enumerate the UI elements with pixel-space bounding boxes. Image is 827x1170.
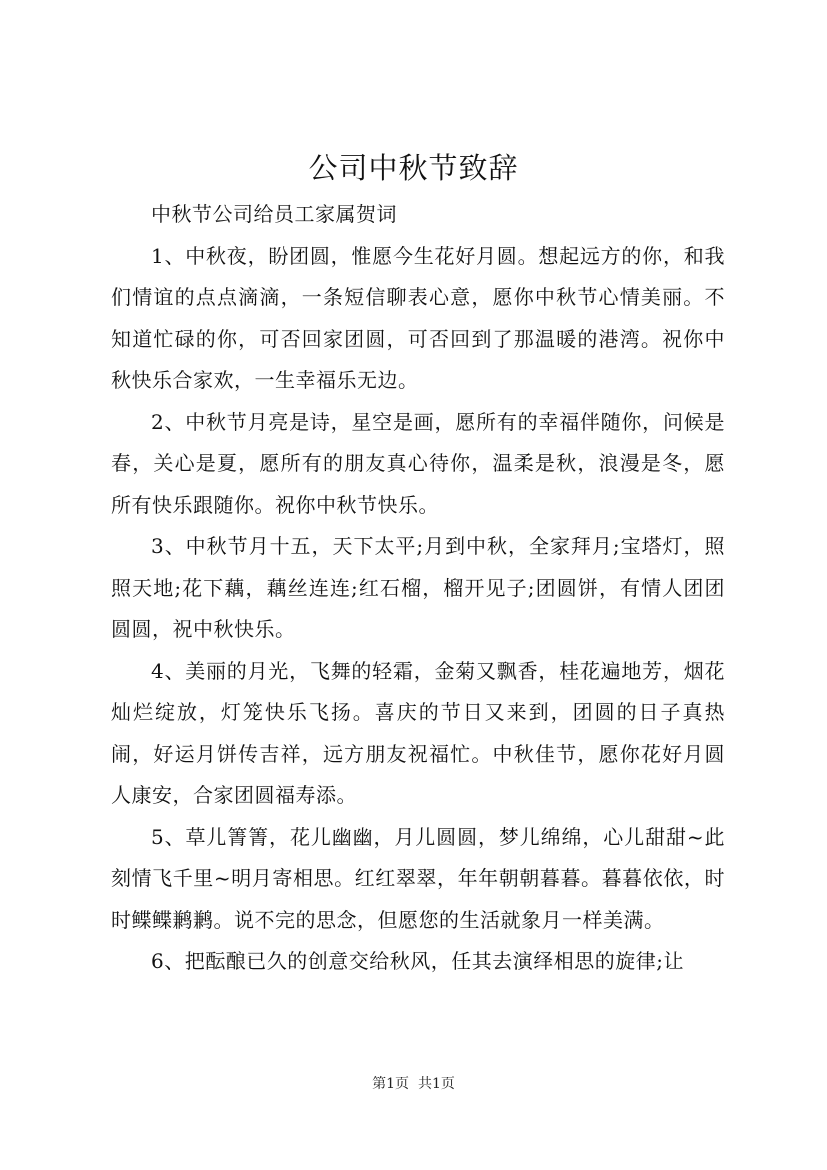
paragraph-2: 2、中秋节月亮是诗，星空是画，愿所有的幸福伴随你，问候是春，关心是夏，愿所有的朋友真心待你，温柔是秋，浪漫是冬，愿所有快乐跟随你。祝你中秋节快乐。 [111,409,725,517]
paragraph-4: 4、美丽的月光，飞舞的轻霜，金菊又飘香，桂花遍地芳，烟花灿烂绽放，灯笼快乐飞扬。喜庆的节日又来到，团圆的日子真热闹，好运月饼传吉祥，远方朋友祝福忙。中秋佳节，愿你花好月圆人康安，合家团圆福寿添。 [111,658,725,807]
paragraph-3: 3、中秋节月十五，天下太平;月到中秋，全家拜月;宝塔灯，照照天地;花下藕，藕丝连连;红石榴，榴开见子;团圆饼，有情人团团圆圆，祝中秋快乐。 [111,534,725,641]
document-body [111,194,725,983]
page-footer [0,1074,827,1094]
subtitle-paragraph: 中秋节公司给员工家属贺词 [151,202,397,226]
page-number-label: 第1页 共1页 [372,1076,455,1092]
page-title: 公司中秋节致辞 [308,151,519,185]
paragraph-1: 1、中秋夜，盼团圆，惟愿今生花好月圆。想起远方的你，和我们情谊的点点滴滴，一条短信聊表心意，愿你中秋节心情美丽。不知道忙碌的你，可否回家团圆，可否回到了那温暖的港湾。祝你中秋快乐合家欢，一生幸福乐无边。 [111,243,725,392]
paragraph-6: 6、把酝酿已久的创意交给秋风，任其去演绎相思的旋律;让 [151,949,684,973]
paragraph-5: 5、草儿箐箐，花儿幽幽，月儿圆圆，梦儿绵绵，心儿甜甜~此刻情飞千里~明月寄相思。红红翠翠，年年朝朝暮暮。暮暮依依，时时鲽鲽鹣鹣。说不完的思念，但愿您的生活就象月一样美满。 [111,824,725,932]
